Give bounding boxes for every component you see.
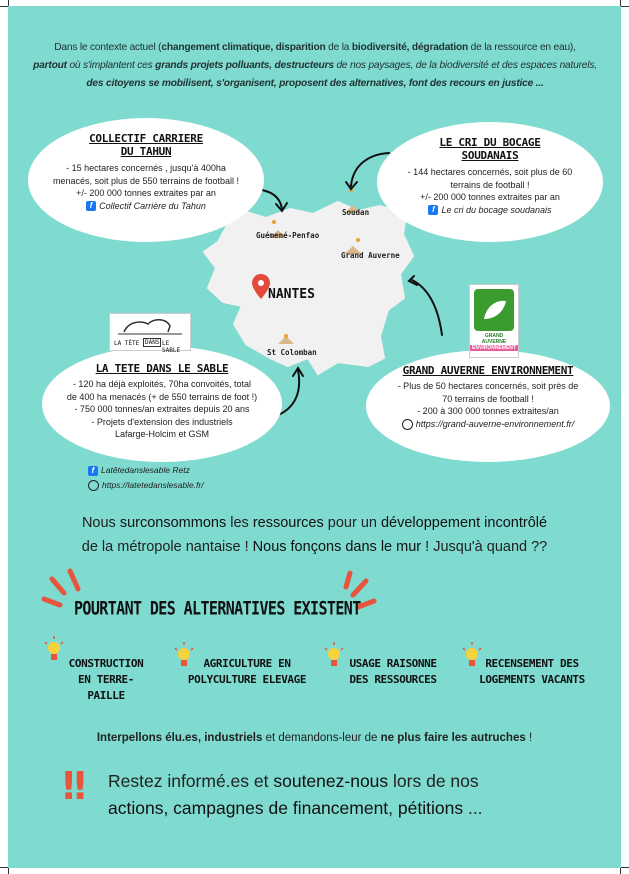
final-text: pétitions	[397, 798, 464, 818]
label-st-colomban: St Colomban	[267, 348, 317, 357]
alternative-item	[334, 656, 452, 688]
alternative-line: USAGE RAISONNE	[349, 657, 437, 670]
bubble-line: +/- 200 000 tonnes extraites par an	[420, 192, 560, 202]
label-guemene: Guémené-Penfao	[256, 231, 320, 240]
burst-icon	[346, 573, 350, 587]
bubble-line: - 15 hectares concernés , jusqu'à 400ha	[66, 163, 226, 173]
logo-text: GRAND	[484, 333, 504, 339]
bubble-line: +/- 200 000 tonnes extraites par an	[76, 188, 216, 198]
flyer-page	[8, 6, 621, 868]
alternative-line: DES RESSOURCES	[349, 673, 437, 686]
logo-text: LA TÊTE	[114, 340, 140, 347]
bubble-line: - Plus de 50 hectares concernés, soit près de	[397, 381, 579, 391]
globe-icon	[88, 480, 99, 491]
burst-icon	[52, 579, 64, 593]
alternative-item	[176, 656, 318, 688]
final-text: ,	[388, 798, 398, 818]
cta-text: ne plus faire les autruches	[380, 732, 526, 744]
intro-text: partout	[33, 60, 67, 71]
leaf-icon	[474, 289, 514, 331]
bubble-line: - 750 000 tonnes/an extraites depuis 20 ans	[74, 404, 250, 414]
final-text: ...	[463, 798, 483, 818]
burst-icon	[70, 571, 78, 589]
bubble-line: - 144 hectares concernés, soit plus de 60	[407, 167, 573, 177]
intro-text: de la ressource en eau),	[468, 42, 576, 53]
facebook-link[interactable]: Latêtedanslesable Retz	[101, 465, 190, 475]
bubble-line: - 120 ha déjà exploités, 70ha convoités, total	[72, 379, 252, 389]
alternative-line: CONSTRUCTION	[68, 657, 144, 670]
facebook-icon: f	[88, 466, 98, 476]
bubble-gae	[368, 352, 608, 460]
intro-text: biodiversité, dégradation	[351, 42, 469, 53]
intro-text: Dans le contexte actuel (	[54, 42, 162, 53]
bubble-line: Lafarge-Holcim et GSM	[114, 429, 210, 439]
logo-text: DANS	[145, 339, 160, 346]
bubble-title: COLLECTIF CARRIERE	[89, 132, 203, 145]
cta-text: !	[525, 732, 533, 744]
intro-text: de la	[325, 42, 352, 53]
statement-text: les	[226, 515, 253, 531]
statement-text: surconsommons	[119, 515, 227, 531]
facebook-icon: f	[428, 205, 438, 215]
bubble-title: DU TAHUN	[120, 145, 172, 158]
burst-icon	[353, 581, 366, 595]
alternative-line: LOGEMENTS VACANTS	[479, 673, 585, 686]
alternative-item	[466, 656, 598, 688]
cta-text: Interpellons élu.es, industriels	[96, 732, 263, 744]
statement	[28, 511, 601, 559]
statement-text: ! Jusqu'à quand ??	[421, 539, 548, 555]
bubble-title: LA TETE DANS LE SABLE	[95, 362, 229, 375]
alternative-line: RECENSEMENT DES	[485, 657, 579, 670]
bubble-line: - Projets d'extension des industriels	[91, 416, 233, 427]
globe-icon	[402, 419, 413, 430]
statement-text: pour un	[323, 515, 381, 531]
facebook-link[interactable]: Le cri du bocage soudanais	[441, 204, 552, 215]
bubble-line: de 400 ha menacés (+ de 550 terrains de foot !)	[66, 391, 258, 402]
statement-text: ressources	[252, 515, 324, 531]
label-grand-auverne: Grand Auverne	[341, 251, 400, 260]
alternative-line: AGRICULTURE EN	[203, 657, 291, 670]
cta-text: et demandons-leur de	[262, 732, 381, 744]
label-nantes: NANTES	[268, 287, 315, 302]
ostrich-icon	[110, 314, 190, 336]
intro-text: grands projets polluants, destructeurs	[155, 60, 334, 71]
alternatives-title: POURTANT DES ALTERNATIVES EXISTENT	[74, 596, 361, 620]
burst-icon	[44, 599, 60, 605]
exclamation-icon: !!	[60, 764, 83, 808]
final-message	[108, 768, 578, 822]
bubble-sable	[44, 348, 280, 460]
statement-text: développement incontrôlé	[380, 515, 548, 531]
alternative-item	[54, 656, 158, 704]
statement-text: Nous fonçons dans le mur	[248, 539, 422, 555]
statement-text: Nous	[81, 515, 120, 531]
intro-text: où s'implantent ces	[66, 60, 156, 71]
sable-links	[88, 463, 204, 493]
bubble-title: SOUDANAIS	[461, 149, 519, 162]
hand-leaf-icon	[474, 289, 514, 331]
alternative-line: POLYCULTURE ELEVAGE	[187, 673, 307, 686]
logo-text: LE SABLE	[162, 340, 181, 354]
website-link[interactable]: https://grand-auverne-environnement.fr/	[415, 418, 575, 429]
facebook-link[interactable]: Collectif Carrière du Tahun	[99, 200, 206, 211]
call-to-action	[28, 732, 601, 744]
bubble-bocage	[379, 124, 601, 240]
intro-text: changement climatique, disparition	[161, 42, 326, 53]
final-text: Restez informé.es et	[108, 771, 274, 791]
tete-dans-le-sable-logo	[109, 313, 191, 354]
facebook-icon: f	[86, 201, 96, 211]
bubble-line: 70 terrains de football !	[442, 393, 534, 404]
bubble-title: GRAND AUVERNE ENVIRONNEMENT	[402, 364, 574, 377]
label-soudan: Soudan	[342, 208, 370, 217]
logo-text: ENVIRONNEMENT	[470, 345, 518, 351]
bubble-tahun	[30, 120, 262, 240]
bubble-line: - 200 à 300 000 tonnes extraites/an	[417, 406, 559, 416]
bubble-line: menacés, soit plus de 550 terrains de football !	[52, 175, 240, 186]
bubble-line: terrains de football !	[450, 179, 530, 190]
bubble-title: LE CRI DU BOCAGE	[439, 136, 541, 149]
grand-auverne-logo	[469, 284, 519, 358]
alternative-line: PAILLE	[87, 689, 125, 702]
website-link[interactable]: https://latetedanslesable.fr/	[102, 480, 204, 490]
final-text: lors de nos	[388, 771, 479, 791]
intro-text: de nos paysages, de la biodiversité et des espaces naturels,	[333, 60, 597, 71]
logo-text: AUVERNE	[481, 339, 507, 345]
statement-text: de la métropole nantaise !	[81, 539, 249, 555]
final-text: actions, campagnes de financement	[108, 798, 389, 818]
arrow-gae	[412, 280, 442, 335]
final-text: soutenez-nous	[273, 771, 389, 791]
alternative-line: EN TERRE-	[77, 673, 134, 686]
intro-text: des citoyens se mobilisent, s'organisent, proposent des alternatives, font des recours en justice ...	[86, 78, 544, 89]
